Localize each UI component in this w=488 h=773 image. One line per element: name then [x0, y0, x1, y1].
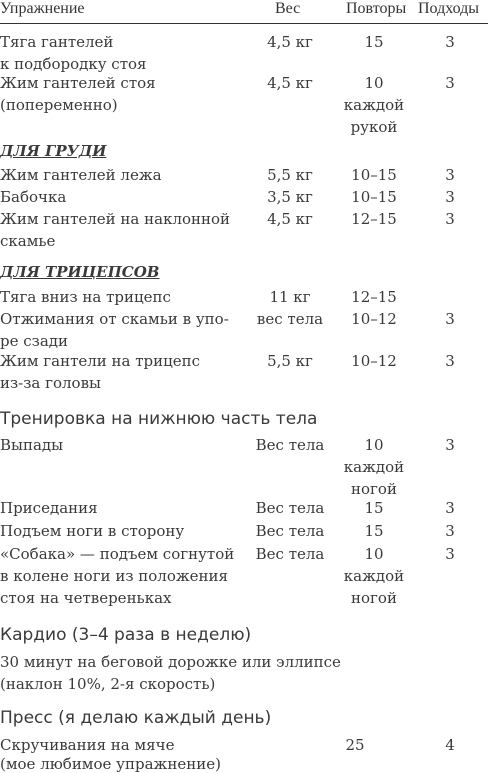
exercise-reps-cont: ногой: [351, 589, 397, 607]
exercise-sets: 4: [445, 736, 455, 754]
exercise-reps-cont: каждой: [343, 96, 405, 114]
exercise-weight: 3,5 кг: [267, 188, 313, 206]
exercise-weight: 11 кг: [269, 288, 311, 306]
exercise-reps-cont: каждой: [343, 567, 405, 585]
exercise-reps-cont: каждой: [343, 458, 405, 476]
exercise-name: «Собака» — подъем согнутой: [0, 545, 235, 563]
exercise-reps: 12–15: [351, 288, 397, 306]
cardio-text: 30 минут на беговой дорожке или эллипсе: [0, 653, 341, 671]
header-sets: Подходы: [418, 0, 480, 17]
exercise-name: Жим гантелей на наклонной: [0, 210, 231, 228]
exercise-name-cont: к подбородку стоя: [0, 55, 147, 73]
cardio-text-cont: (наклон 10%, 2-я скорость): [0, 675, 216, 693]
exercise-weight: 4,5 кг: [267, 33, 313, 51]
exercise-name: Жим гантелей лежа: [0, 166, 162, 184]
exercise-name: Приседания: [0, 499, 98, 517]
exercise-reps: 10: [364, 74, 384, 92]
section-abs: Пресс (я делаю каждый день): [0, 708, 272, 728]
exercise-name: Отжимания от скамьи в упо-: [0, 310, 229, 328]
exercise-sets: 3: [445, 499, 455, 517]
exercise-sets: 3: [445, 188, 455, 206]
exercise-weight: 4,5 кг: [267, 74, 313, 92]
exercise-name-cont: стоя на четвереньках: [0, 589, 172, 607]
exercise-name: Жим гантели на трицепс: [0, 352, 201, 370]
exercise-sets: 3: [445, 545, 455, 563]
exercise-reps: 10–15: [351, 188, 397, 206]
exercise-name-cont: из-за головы: [0, 374, 101, 392]
exercise-reps: 12–15: [351, 210, 397, 228]
exercise-sets: 3: [445, 74, 455, 92]
exercise-name-cont: ре сзади: [0, 332, 69, 350]
header-divider: [0, 23, 488, 24]
exercise-reps: 10: [364, 545, 384, 563]
exercise-name: Тяга гантелей: [0, 33, 114, 51]
exercise-name: Бабочка: [0, 188, 67, 206]
exercise-weight: Вес тела: [255, 545, 325, 563]
exercise-reps: 25: [345, 736, 365, 754]
exercise-name: Тяга вниз на трицепс: [0, 288, 171, 306]
exercise-name: Подъем ноги в сторону: [0, 522, 185, 540]
exercise-reps: 10–12: [351, 310, 397, 328]
exercise-sets: 3: [445, 33, 455, 51]
exercise-weight: 4,5 кг: [267, 210, 313, 228]
exercise-sets: 3: [445, 166, 455, 184]
section-cardio: Кардио (3–4 раза в неделю): [0, 625, 252, 645]
exercise-sets: 3: [445, 436, 455, 454]
exercise-sets: 3: [445, 352, 455, 370]
exercise-sets: 3: [445, 210, 455, 228]
exercise-reps: 10: [364, 436, 384, 454]
exercise-name-cont: в колене ноги из положения: [0, 567, 228, 585]
exercise-sets: 3: [445, 522, 455, 540]
exercise-name: Скручивания на мяче: [0, 736, 175, 754]
exercise-reps: 10–12: [351, 352, 397, 370]
exercise-sets: 3: [445, 310, 455, 328]
exercise-weight: Вес тела: [255, 522, 325, 540]
exercise-name-cont: скамье: [0, 232, 56, 250]
exercise-weight: Вес тела: [255, 436, 325, 454]
exercise-reps: 10–15: [351, 166, 397, 184]
header-reps: Повторы: [346, 0, 407, 17]
header-weight: Вес: [275, 0, 301, 17]
subhead-triceps: ДЛЯ ТРИЦЕПСОВ: [0, 263, 160, 281]
exercise-reps: 15: [364, 522, 384, 540]
exercise-name: Жим гантелей стоя: [0, 74, 156, 92]
exercise-weight: Вес тела: [255, 499, 325, 517]
section-lower-body: Тренировка на нижнюю часть тела: [0, 409, 318, 429]
subhead-chest: ДЛЯ ГРУДИ: [0, 142, 107, 160]
exercise-name: Выпады: [0, 436, 64, 454]
exercise-weight: 5,5 кг: [267, 166, 313, 184]
exercise-weight: вес тела: [256, 310, 324, 328]
exercise-weight: 5,5 кг: [267, 352, 313, 370]
exercise-reps: 15: [364, 499, 384, 517]
exercise-name-cont: (мое любимое упражнение): [0, 755, 221, 773]
header-exercise: Упражнение: [0, 0, 85, 17]
exercise-reps-cont: ногой: [351, 480, 397, 498]
exercise-reps: 15: [364, 33, 384, 51]
exercise-name-cont: (попеременно): [0, 96, 118, 114]
exercise-reps-cont: рукой: [350, 118, 398, 136]
